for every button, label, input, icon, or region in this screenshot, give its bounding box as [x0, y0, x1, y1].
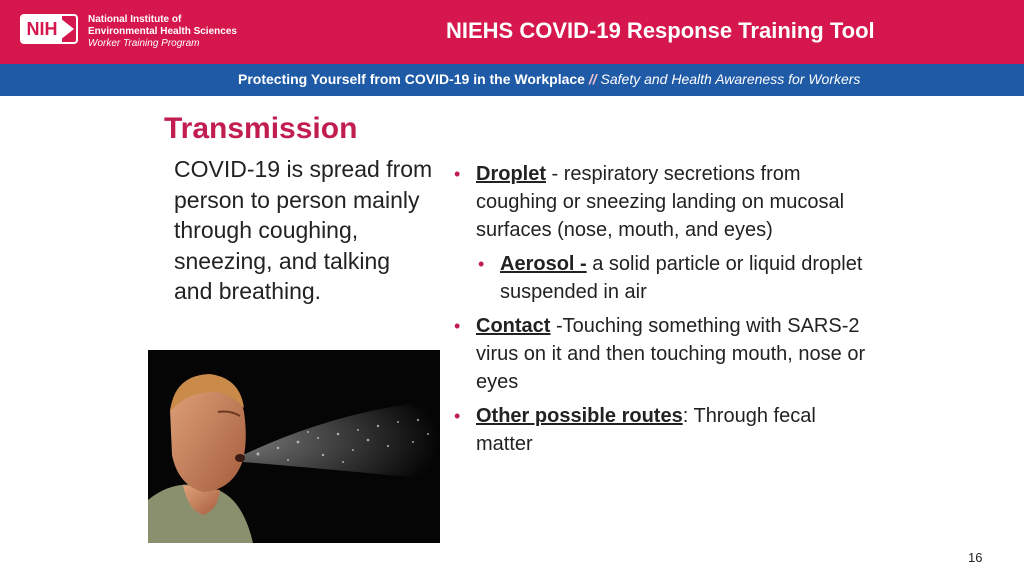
- org-line-2: Environmental Health Sciences: [88, 26, 237, 37]
- bullet-dot-icon: •: [454, 316, 461, 336]
- nih-logo: [20, 14, 78, 44]
- subheader-italic: Safety and Health Awareness for Workers: [600, 71, 861, 87]
- page-number: 16: [968, 550, 983, 565]
- term-droplet: Droplet: [476, 163, 546, 185]
- sneezing-man-photo: [148, 350, 440, 543]
- desc-contact: -Touching something with SARS-2 virus on it and then touching mouth, nose or eyes: [476, 315, 866, 393]
- tool-title: NIEHS COVID-19 Response Training Tool: [446, 18, 875, 43]
- term-other-routes: Other possible routes: [476, 405, 683, 427]
- desc-other-routes: : Through fecal matter: [476, 405, 816, 455]
- nih-logo-text: NIH: [22, 16, 62, 42]
- term-contact: Contact: [476, 315, 551, 337]
- subheader-main: Protecting Yourself from COVID-19 in the Workplace: [238, 71, 585, 87]
- subheader-separator: //: [588, 71, 597, 87]
- bullet-droplet: [454, 160, 874, 244]
- subheader-bar: [0, 64, 1024, 96]
- bullet-dot-icon: •: [454, 406, 461, 426]
- org-name: [88, 14, 237, 50]
- bullet-dot-icon: •: [478, 254, 485, 274]
- org-line-3: Worker Training Program: [88, 38, 200, 49]
- slide-title: Transmission: [164, 112, 358, 145]
- intro-text: COVID-19 is spread from person to person mainly through coughing, sneezing, and talking and breathing.: [174, 156, 433, 304]
- sneeze-illustration: [148, 350, 440, 543]
- desc-aerosol: a solid particle or liquid droplet suspended in air: [500, 253, 863, 303]
- header-bar: [0, 0, 1024, 64]
- bullet-contact: [454, 312, 874, 396]
- bullet-other-routes: [454, 402, 874, 458]
- nih-logo-arrow-icon: [60, 18, 74, 40]
- term-aerosol: Aerosol -: [500, 253, 587, 275]
- bullet-list: [454, 160, 874, 458]
- org-line-1: National Institute of: [88, 14, 182, 25]
- bullet-dot-icon: •: [454, 164, 461, 184]
- bullet-aerosol: [478, 250, 874, 306]
- desc-droplet: - respiratory secretions from coughing or sneezing landing on mucosal surfaces (nose, mouth, and eyes): [476, 163, 845, 241]
- subheader-text: [238, 71, 860, 87]
